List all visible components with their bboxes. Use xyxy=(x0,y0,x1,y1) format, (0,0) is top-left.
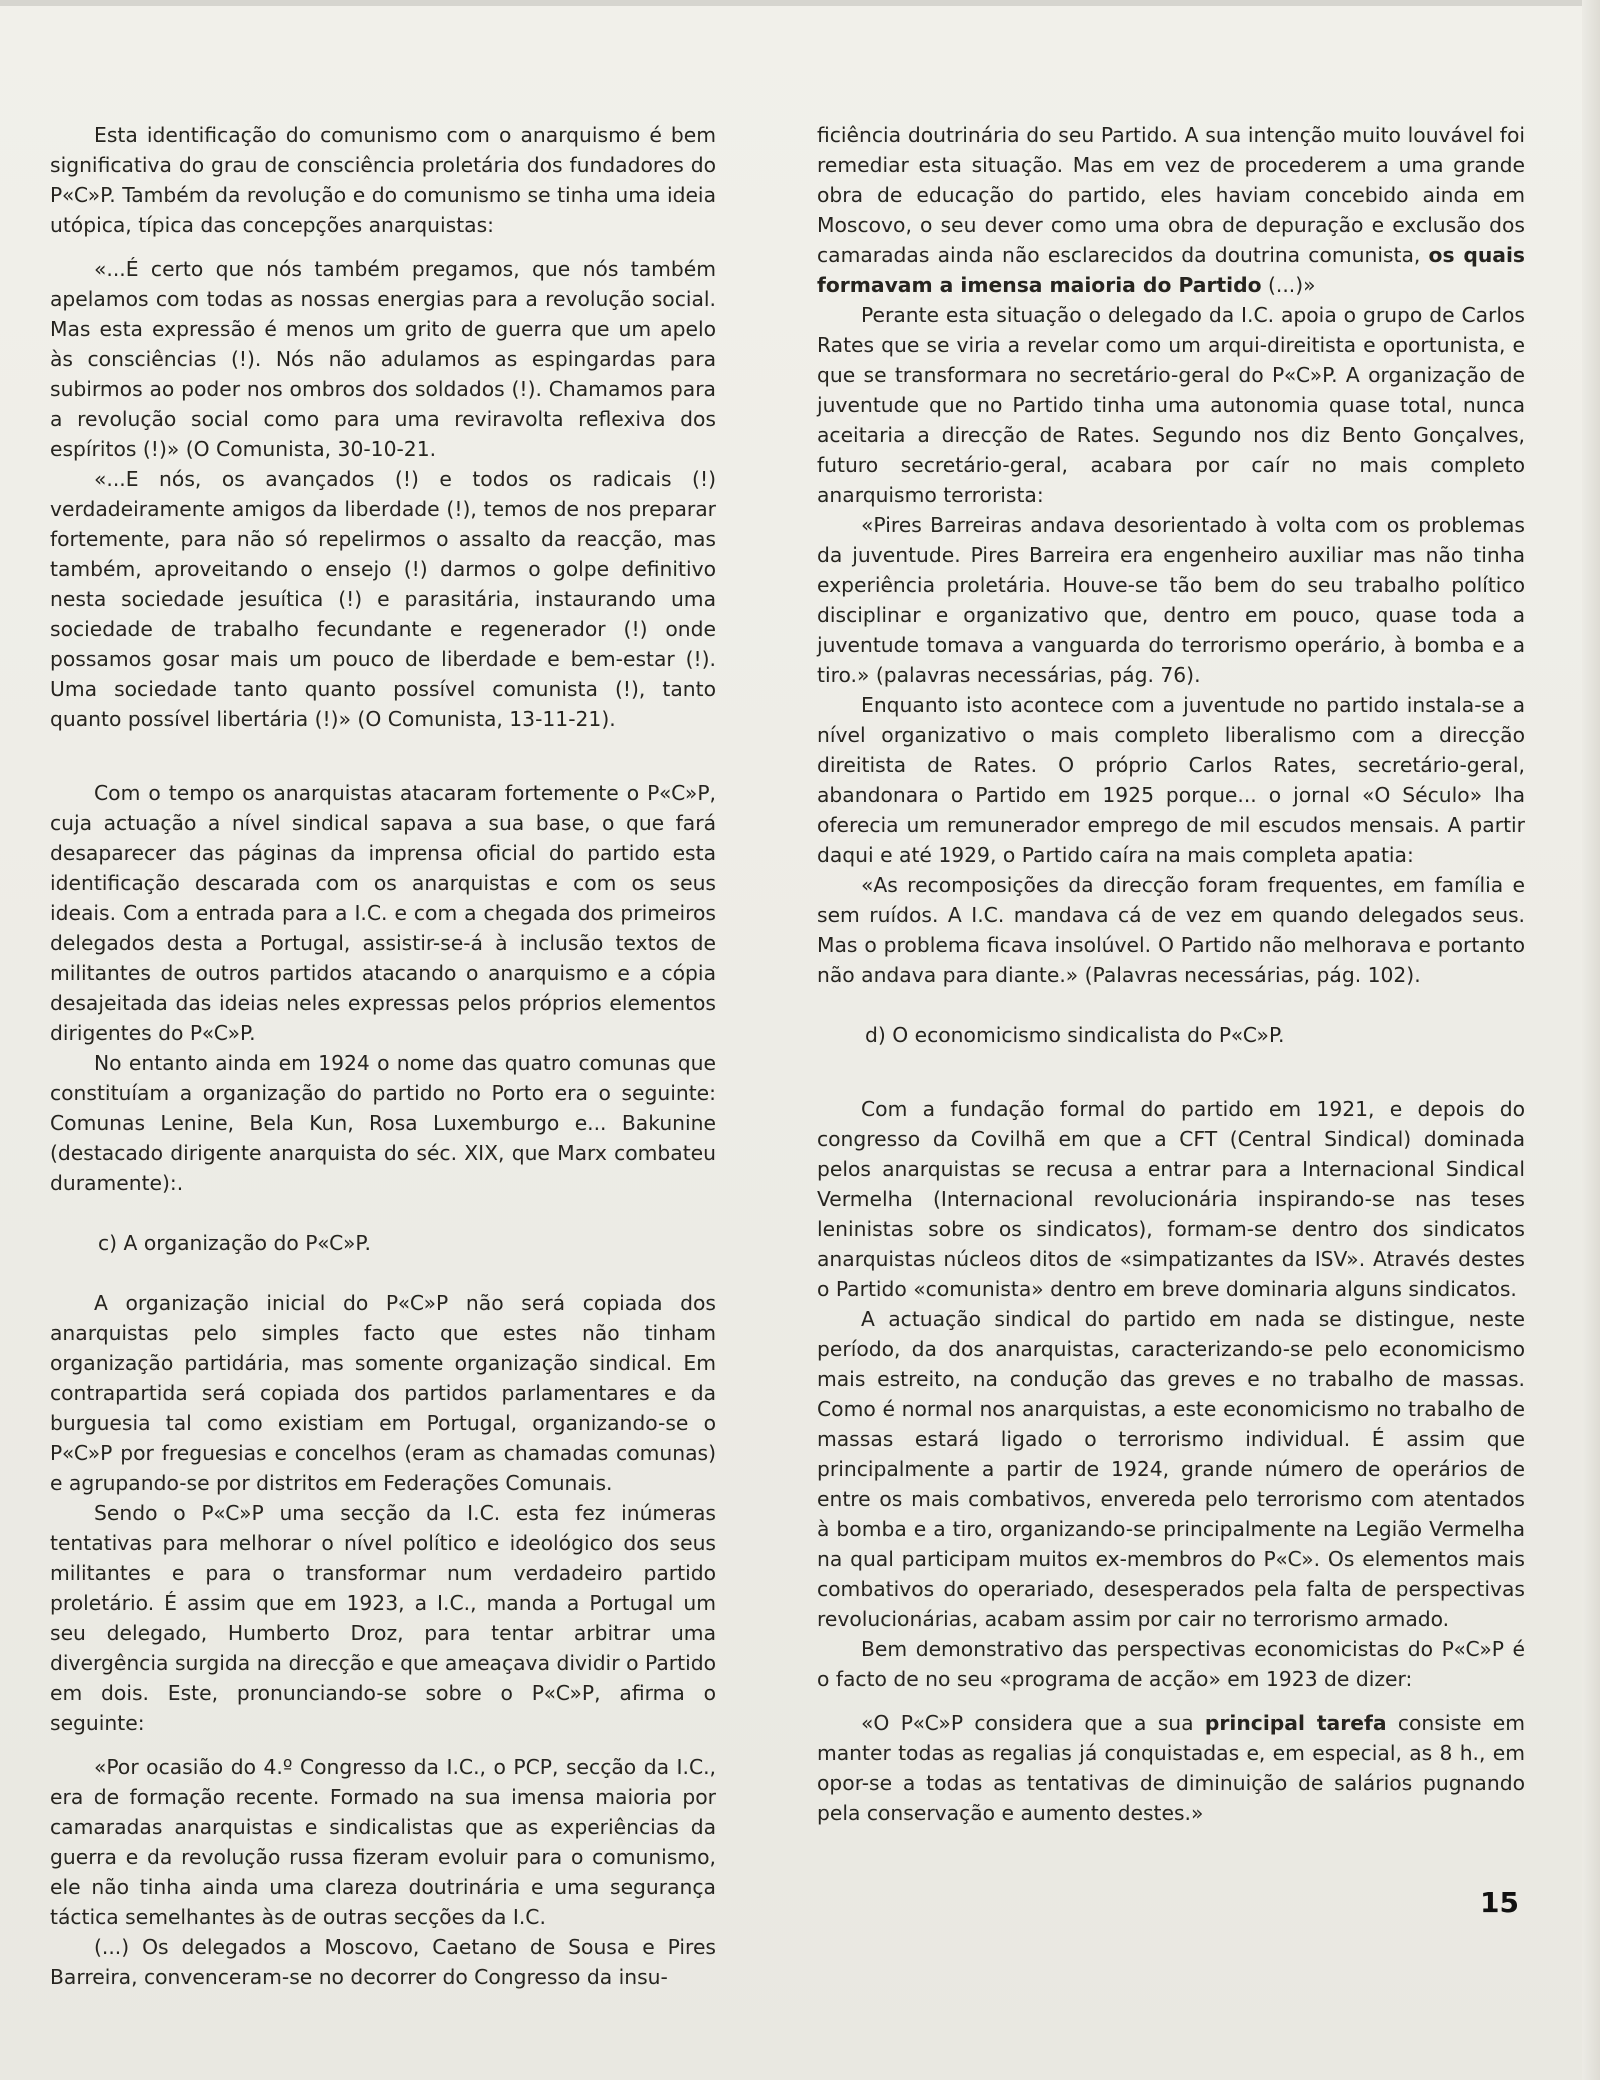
quote-paragraph: «As recomposições da direcção foram frequentes, em família e sem ruídos. A I.C. mandava cá de vez em quando delegados seus. Mas o problema ficava insolúvel. O Partido não melhorava e portanto não andava para diante.» (Palavras necessárias, pág. 102). xyxy=(817,873,1525,987)
page-right-edge xyxy=(1582,0,1600,2080)
section-heading-d: d) O economicismo sindicalista do P«C»P. xyxy=(865,1023,1285,1047)
paragraph: A organização inicial do P«C»P não será copiada dos anarquistas pelo simples facto que estes não tinham organização partidária, mas somente organização sindical. Em contrapartida será copiada dos partidos parlamentares e da burguesia tal como existiam em Portugal, organizando-se o P«C»P por freguesias e concelhos (eram as chamadas comunas) e agrupando-se por distritos em Federações Comunais. xyxy=(50,1291,716,1495)
quote-paragraph: «...E nós, os avançados (!) e todos os radicais (!) verdadeiramente amigos da liberdade (!), temos de nos preparar fortemente, para não só repelirmos o assalto da reacção, mas também, aproveitando o ensejo (!) darmos o golpe definitivo nesta sociedade jesuítica (!) e parasitária, instaurando uma sociedade de trabalho fecundante e regenerador (!) onde possamos gosar mais um pouco de liberdade e bem-estar (!). Uma sociedade tanto quanto possível comunista (!), tanto quanto possível libertária (!)» (O Comunista, 13-11-21). xyxy=(50,467,716,731)
page-number: 15 xyxy=(1480,1886,1519,1919)
paragraph: Esta identificação do comunismo com o anarquismo é bem significativa do grau de consciência proletária dos fundadores do P«C»P. Também da revolução e do comunismo se tinha uma ideia utópica, típica das concepções anarquistas: xyxy=(50,123,716,237)
quote-paragraph: «Por ocasião do 4.º Congresso da I.C., o PCP, secção da I.C., era de formação recente. Formado na sua imensa maioria por camaradas anarquistas e sindicalistas que as experiências da guerra e da revolução russa fizeram evoluir para o comunismo, ele não tinha ainda uma clareza doutrinária e uma segurança táctica semelhantes às de outras secções da I.C. xyxy=(50,1755,716,1929)
page-top-edge xyxy=(0,0,1600,6)
quote-paragraph: «Pires Barreiras andava desorientado à volta com os problemas da juventude. Pires Barreira era engenheiro auxiliar mas não tinha experiência proletária. Houve-se tão bem do seu trabalho político disciplinar e organizativo que, dentro em pouco, quase toda a juventude tomava a vanguarda do terrorismo operário, à bomba e a tiro.» (palavras necessárias, pág. 76). xyxy=(817,513,1525,687)
text-run: consiste em manter todas as regalias já conquistadas e, em especial, as 8 h., em opor-se a todas as tentativas de diminuição de salários pugnando pela conservação e aumento destes.» xyxy=(817,1711,1526,1825)
text-run: ficiência doutrinária do seu Partido. A sua intenção muito louvável foi remediar esta situação. Mas em vez de procederem a uma grande obra de educação do partido, eles haviam concebido ainda em Moscovo, o seu dever como uma obra de depuração e exclusão dos camaradas ainda não esclarecidos da doutrina comunista, xyxy=(817,123,1525,267)
left-column xyxy=(50,120,716,1992)
emphasis-text: principal tarefa xyxy=(1204,1711,1387,1735)
paragraph: No entanto ainda em 1924 o nome das quatro comunas que constituíam a organização do partido no Porto era o seguinte: Comunas Lenine, Bela Kun, Rosa Luxemburgo e... Bakunine (destacado dirigente anarquista do séc. XIX, que Marx combateu duramente):. xyxy=(50,1051,716,1195)
paragraph: Com o tempo os anarquistas atacaram fortemente o P«C»P, cuja actuação a nível sindical sapava a sua base, o que fará desaparecer das páginas da imprensa oficial do partido esta identificação descarada com os anarquistas e com os seus ideais. Com a entrada para a I.C. e com a chegada dos primeiros delegados desta a Portugal, assistir-se-á à inclusão textos de militantes de outros partidos atacando o anarquismo e a cópia desajeitada das ideias neles expressas pelos próprios elementos dirigentes do P«C»P. xyxy=(50,781,716,1045)
quote-paragraph xyxy=(817,1708,1525,1828)
paragraph xyxy=(817,120,1525,300)
emphasis-text: os quais formavam a imensa maioria do Partido xyxy=(817,243,1525,297)
paragraph: Com a fundação formal do partido em 1921, e depois do congresso da Covilhã em que a CFT (Central Sindical) dominada pelos anarquistas se recusa a entrar para a Internacional Sindical Vermelha (Internacional revolucionária inspirando-se nas teses leninistas sobre os sindicatos), formam-se dentro dos sindicatos anarquistas núcleos ditos de «simpatizantes da ISV». Através destes o Partido «comunista» dentro em breve dominaria alguns sindicatos. xyxy=(817,1097,1525,1301)
paragraph: A actuação sindical do partido em nada se distingue, neste período, da dos anarquistas, caracterizando-se pelo economicismo mais estreito, na condução das greves e no trabalho de massas. Como é normal nos anarquistas, a este economicismo no trabalho de massas estará ligado o terrorismo individual. É assim que principalmente a partir de 1924, grande número de operários de entre os mais combativos, envereda pelo terrorismo com atentados à bomba e a tiro, organizando-se principalmente na Legião Vermelha na qual participam muitos ex-membros do P«C». Os elementos mais combativos do operariado, desesperados pela falta de perspectivas revolucionárias, acabam assim por cair no terrorismo armado. xyxy=(817,1307,1525,1631)
text-run: «O P«C»P considera que a sua xyxy=(861,1711,1194,1735)
right-column xyxy=(817,120,1525,1828)
section-heading-c: c) A organização do P«C»P. xyxy=(98,1231,371,1255)
paragraph: Perante esta situação o delegado da I.C. apoia o grupo de Carlos Rates que se viria a revelar como um arqui-direitista e oportunista, e que se transformara no secretário-geral do P«C»P. A organização de juventude que no Partido tinha uma autonomia quase total, nunca aceitaria a direcção de Rates. Segundo nos diz Bento Gonçalves, futuro secretário-geral, acabara por caír no mais completo anarquismo terrorista: xyxy=(817,303,1525,507)
paragraph: Enquanto isto acontece com a juventude no partido instala-se a nível organizativo o mais completo liberalismo com a direcção direitista de Rates. O próprio Carlos Rates, secretário-geral, abandonara o Partido em 1925 porque... o jornal «O Século» lha oferecia um remunerador emprego de mil escudos mensais. A partir daqui e até 1929, o Partido caíra na mais completa apatia: xyxy=(817,693,1525,867)
paragraph: Sendo o P«C»P uma secção da I.C. esta fez inúmeras tentativas para melhorar o nível político e ideológico dos seus militantes e para o transformar num verdadeiro partido proletário. É assim que em 1923, a I.C., manda a Portugal um seu delegado, Humberto Droz, para tentar arbitrar uma divergência surgida na direcção e que ameaçava dividir o Partido em dois. Este, pronunciando-se sobre o P«C»P, afirma o seguinte: xyxy=(50,1501,716,1735)
quote-paragraph: «...É certo que nós também pregamos, que nós também apelamos com todas as nossas energias para a revolução social. Mas esta expressão é menos um grito de guerra que um apelo às consciências (!). Nós não adulamos as espingardas para subirmos ao poder nos ombros dos soldados (!). Chamamos para a revolução social como para uma reviravolta reflexiva dos espíritos (!)» (O Comunista, 30-10-21. xyxy=(50,257,716,461)
quote-paragraph: (...) Os delegados a Moscovo, Caetano de Sousa e Pires Barreira, convenceram-se no decorrer do Congresso da insu- xyxy=(50,1935,716,1989)
paragraph: Bem demonstrativo das perspectivas economicistas do P«C»P é o facto de no seu «programa de acção» em 1923 de dizer: xyxy=(817,1637,1525,1691)
text-run: (...)» xyxy=(1268,273,1316,297)
